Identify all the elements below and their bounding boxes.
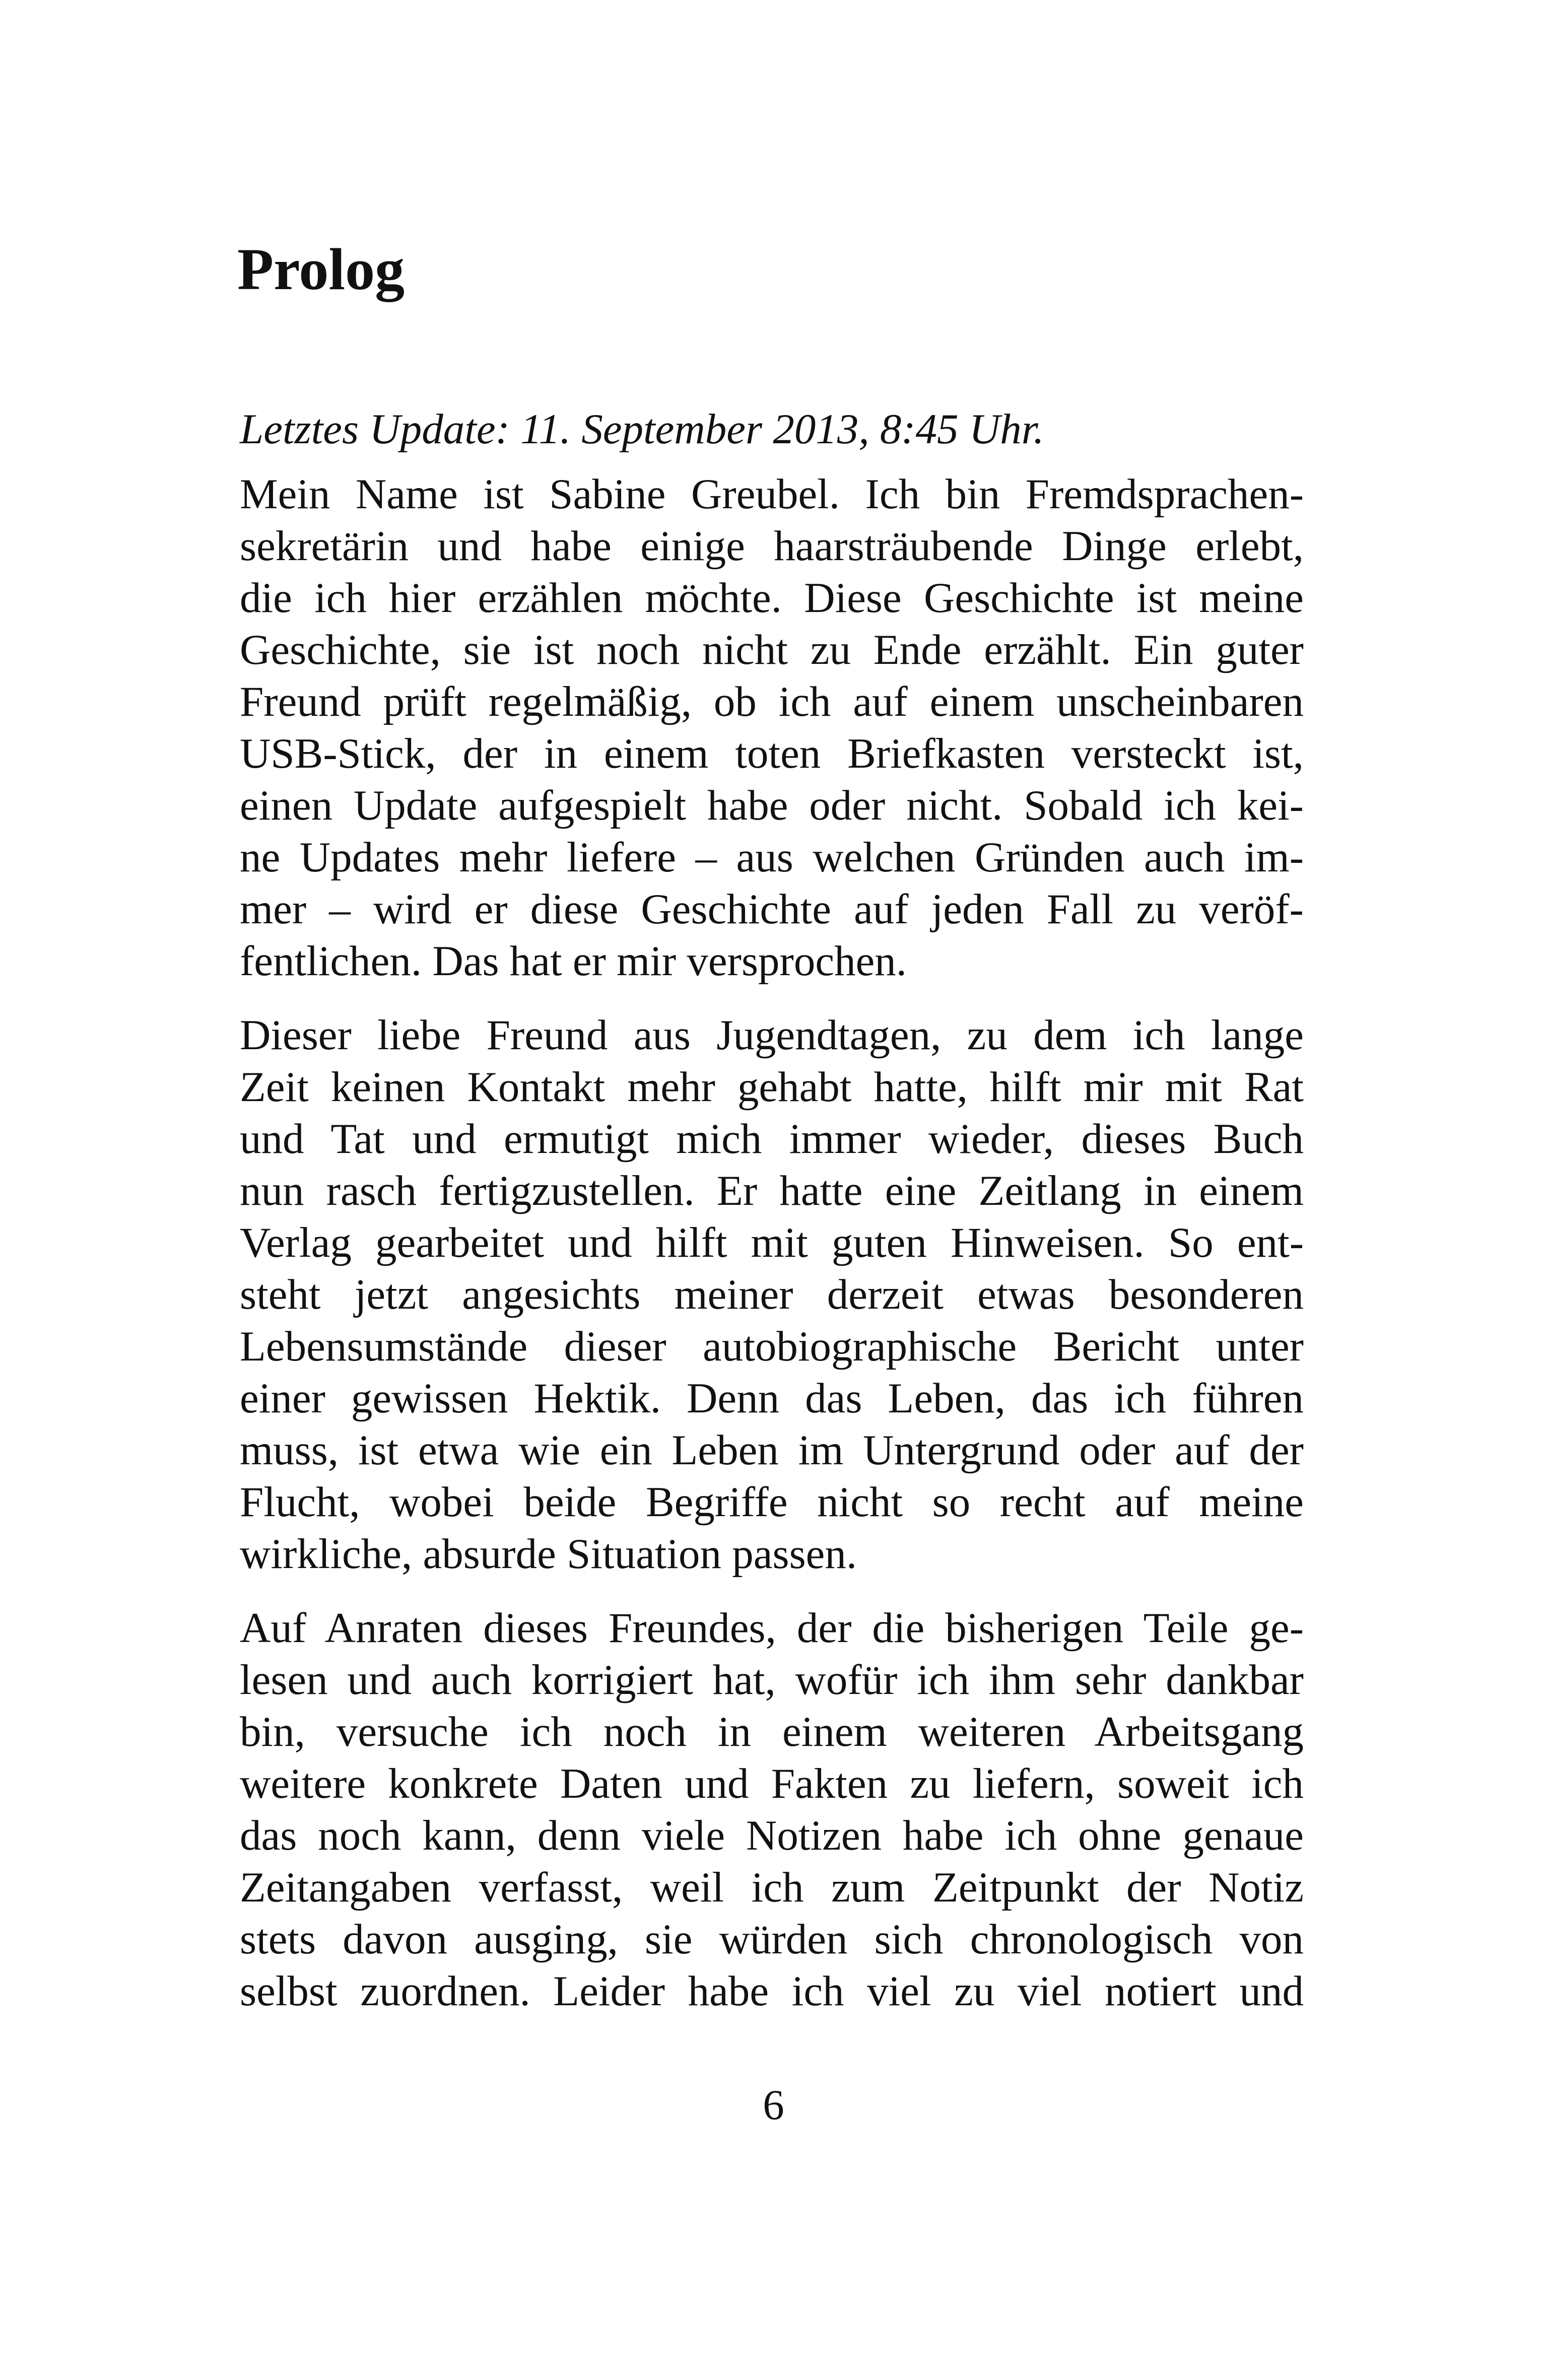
text-line: Mein Name ist Sabine Greubel. Ich bin Fremdsprachen- — [240, 470, 1304, 518]
text-line: bin, versuche ich noch in einem weiteren Arbeitsgang — [240, 1708, 1304, 1755]
text-line: wirkliche, absurde Situation passen. — [240, 1530, 857, 1578]
text-line: Auf Anraten dieses Freundes, der die bisherigen Teile ge- — [240, 1604, 1304, 1652]
page-number: 6 — [763, 2081, 784, 2129]
text-line: fentlichen. Das hat er mir versprochen. — [240, 937, 907, 985]
text-line: Zeitangaben verfasst, weil ich zum Zeitpunkt der Notiz — [240, 1864, 1304, 1911]
text-line: mer – wird er diese Geschichte auf jeden Fall zu veröf- — [240, 886, 1304, 933]
chapter-heading: Prolog — [237, 236, 405, 302]
text-line: und Tat und ermutigt mich immer wieder, dieses Buch — [240, 1115, 1304, 1163]
text-line: nun rasch fertigzustellen. Er hatte eine Zeitlang in einem — [240, 1167, 1304, 1214]
text-line: Lebensumstände dieser autobiographische Bericht unter — [240, 1323, 1304, 1370]
text-line: Freund prüft regelmäßig, ob ich auf einem unscheinbaren — [240, 678, 1304, 725]
text-line: einen Update aufgespielt habe oder nicht. Sobald ich kei- — [240, 782, 1304, 829]
text-line: einer gewissen Hektik. Denn das Leben, das ich führen — [240, 1375, 1304, 1422]
text-line: das noch kann, denn viele Notizen habe ich ohne genaue — [240, 1812, 1304, 1859]
body-text — [240, 403, 1304, 2039]
text-line: stets davon ausging, sie würden sich chronologisch von — [240, 1916, 1304, 1963]
update-timestamp: Letztes Update: 11. September 2013, 8:45 Uhr. — [240, 405, 1044, 453]
text-line: Flucht, wobei beide Begriffe nicht so recht auf meine — [240, 1478, 1304, 1526]
text-line: muss, ist etwa wie ein Leben im Untergrund oder auf der — [240, 1426, 1304, 1474]
text-line: Dieser liebe Freund aus Jugendtagen, zu dem ich lange — [240, 1011, 1304, 1059]
paragraph — [240, 468, 1304, 987]
text-line: weitere konkrete Daten und Fakten zu liefern, soweit ich — [240, 1760, 1304, 1807]
text-line: selbst zuordnen. Leider habe ich viel zu viel notiert und — [240, 1967, 1304, 2015]
text-line: sekretärin und habe einige haarsträubende Dinge erlebt, — [240, 522, 1304, 570]
text-line: Zeit keinen Kontakt mehr gehabt hatte, hilft mir mit Rat — [240, 1063, 1304, 1111]
text-line: ne Updates mehr liefere – aus welchen Gründen auch im- — [240, 834, 1304, 881]
paragraph — [240, 1009, 1304, 1580]
paragraphs — [240, 468, 1304, 2017]
paragraph — [240, 1602, 1304, 2017]
text-line: steht jetzt angesichts meiner derzeit etwas besonderen — [240, 1271, 1304, 1318]
text-line: die ich hier erzählen möchte. Diese Geschichte ist meine — [240, 574, 1304, 622]
text-line: USB-Stick, der in einem toten Briefkasten versteckt ist, — [240, 730, 1304, 777]
text-line: lesen und auch korrigiert hat, wofür ich ihm sehr dankbar — [240, 1656, 1304, 1704]
text-line: Geschichte, sie ist noch nicht zu Ende erzählt. Ein guter — [240, 626, 1304, 673]
text-line: Verlag gearbeitet und hilft mit guten Hinweisen. So ent- — [240, 1219, 1304, 1266]
